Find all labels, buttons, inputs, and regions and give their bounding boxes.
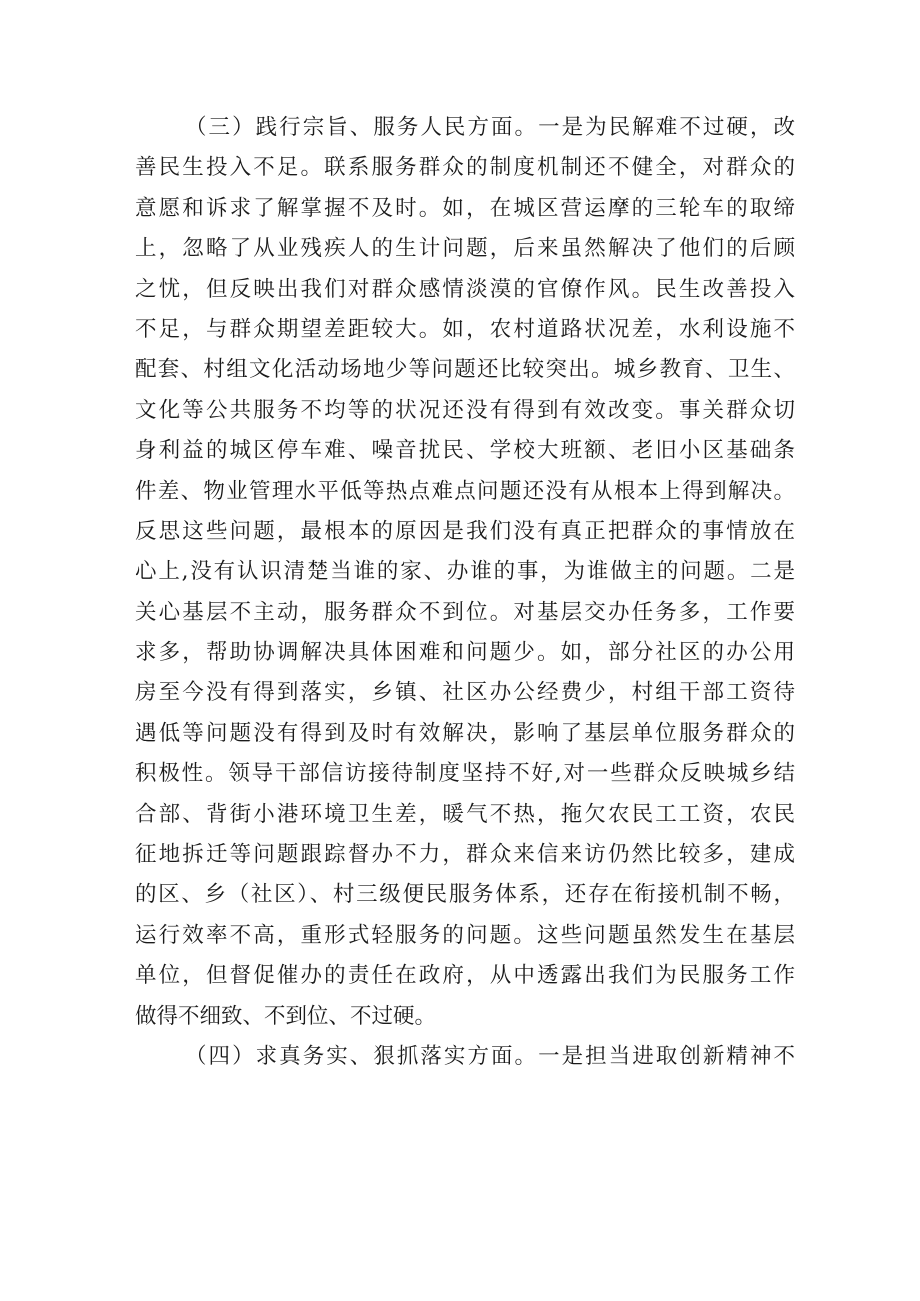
text-line: 件差、物业管理水平低等热点难点问题还没有从根本上得到解决。 <box>135 478 795 504</box>
text-line: 身利益的城区停车难、噪音扰民、学校大班额、老旧小区基础条 <box>135 438 795 464</box>
text-line: 运行效率不高，重形式轻服务的问题。这些问题虽然发生在基层 <box>135 922 795 948</box>
text-line: 心上,没有认识清楚当谁的家、办谁的事，为谁做主的问题。二是 <box>135 559 795 585</box>
text-line: 意愿和诉求了解掌握不及时。如，在城区营运摩的三轮车的取缔 <box>135 195 795 221</box>
document-body <box>135 108 795 1077</box>
text-line: 房至今没有得到落实，乡镇、社区办公经费少，村组干部工资待 <box>135 680 795 706</box>
text-line: （三）践行宗旨、服务人民方面。一是为民解难不过硬，改 <box>185 115 795 140</box>
text-line: 求多，帮助协调解决具体困难和问题少。如，部分社区的办公用 <box>135 640 795 666</box>
paragraph-service-people <box>135 108 795 1037</box>
text-line: 积极性。领导干部信访接待制度坚持不好,对一些群众反映城乡结 <box>135 761 795 787</box>
text-line: 不足，与群众期望差距较大。如，农村道路状况差，水利设施不 <box>135 316 795 342</box>
text-line: 反思这些问题，最根本的原因是我们没有真正把群众的事情放在 <box>135 518 795 544</box>
text-line: 上，忽略了从业残疾人的生计问题，后来虽然解决了他们的后顾 <box>135 236 795 262</box>
text-line: 配套、村组文化活动场地少等问题还比较突出。城乡教育、卫生、 <box>135 357 795 383</box>
text-line: 单位，但督促催办的责任在政府，从中透露出我们为民服务工作 <box>135 963 795 989</box>
text-line: 合部、背街小港环境卫生差，暖气不热，拖欠农民工工资，农民 <box>135 801 795 827</box>
text-line: 之忧，但反映出我们对群众感情淡漠的官僚作风。民生改善投入 <box>135 276 795 302</box>
text-line: 善民生投入不足。联系服务群众的制度机制还不健全，对群众的 <box>135 155 795 181</box>
text-line: （四）求真务实、狠抓落实方面。一是担当进取创新精神不 <box>185 1043 795 1069</box>
text-line: 关心基层不主动，服务群众不到位。对基层交办任务多，工作要 <box>135 599 795 625</box>
text-line: 征地拆迁等问题跟踪督办不力，群众来信来访仍然比较多，建成 <box>135 842 795 868</box>
text-line: 的区、乡（社区）、村三级便民服务体系，还存在衔接机制不畅， <box>135 882 795 908</box>
text-line: 遇低等问题没有得到及时有效解决，影响了基层单位服务群众的 <box>135 720 795 746</box>
paragraph-pragmatic-implementation <box>135 1037 795 1077</box>
text-line: 做得不细致、不到位、不过硬。 <box>135 1003 437 1029</box>
text-line: 文化等公共服务不均等的状况还没有得到有效改变。事关群众切 <box>135 397 795 423</box>
